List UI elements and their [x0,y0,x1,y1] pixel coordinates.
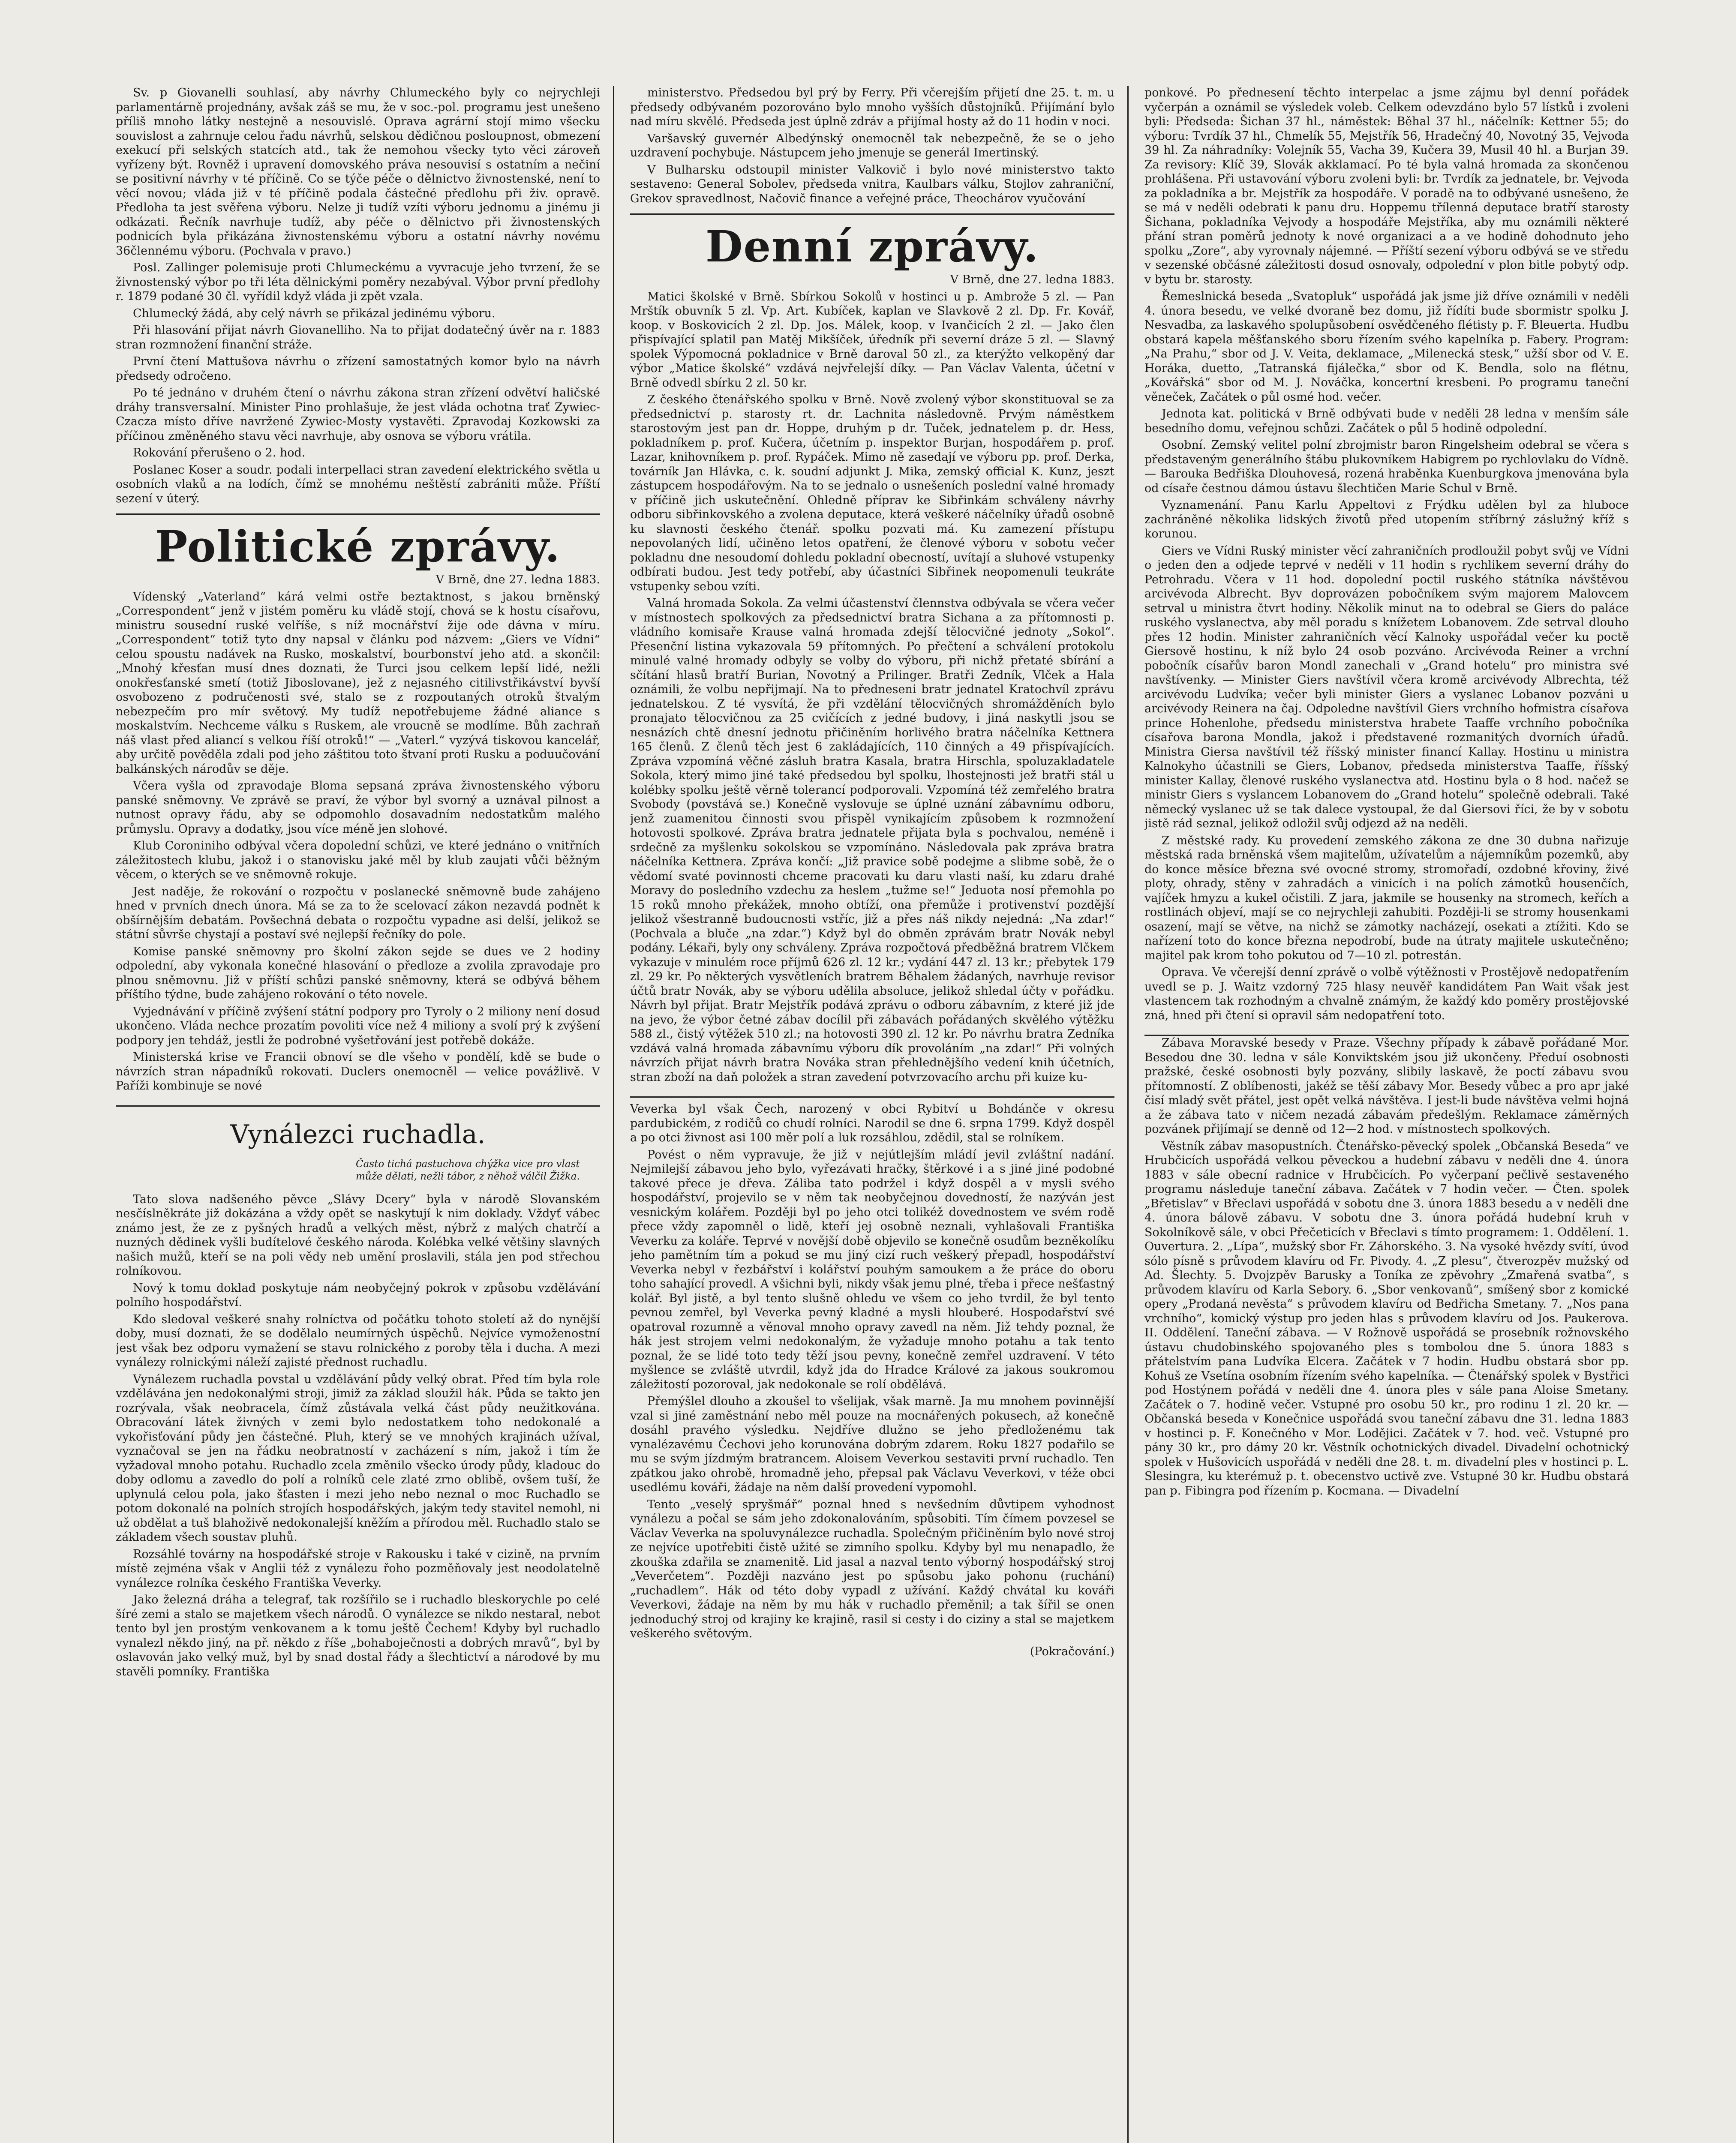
paragraph: Oprava. Ve včerejší denní zprávě o volbě výtěžnosti v Prostějově nedopatřením uvedl se p. J. Waitz vzdorný 725 hlasy neuvěř kandidátem Pan Wait však jest vlastencem tak rozhodným a chvalně známým, že každý kdo poměry prostějovské zná, hned při čtení si opravil sám nedopatření toto. [1144,966,1629,1022]
paragraph: Jako železná dráha a telegraf, tak rozšířilo se i ruchadlo bleskorychle po celé šíré zemi a stalo se majetkem všech národů. O vynálezce se nikdo nestaral, nebot tento byl jen prostým venkovanem a k tomu ještě Čechem! Kdyby byl ruchadlo vynalezl někdo jiný, na př. někdo z říše „bohaboječnosti a dobrých mravů“, byl by oslavován jako velký muž, byl by snad dostal řády a šlechtictví a národové by mu stavěli pomníky. Františka [116,1593,600,1678]
paragraph: Z městské rady. Ku provedení zemského zákona ze dne 30 dubna nařizuje městská rada brněnská všem majitelům, užívatelům a nájemníkům pozemků, aby do konce měsíce března své ovocné stromy, stromořadí, ozdobné křoviny, živé ploty, ohrady, stěny v zahradách a vinicích i na polích zámotků housenčích, vajíček hmyzu a kukel očistili. Z jara, jakmile se housenky na stromech, keřích a rostlinách objeví, mají se co nejrychleji zahubiti. Později-li se stromy housenkami osazení, mají se větve, na nichž se zámotky nacházejí, osekati a ztížiti. Kdo se nařízení toto do konce března nepodrobí, bude na útraty majitele uskutečněno; majitel pak krom toho pokutou od 7—10 zl. potrestán. [1144,834,1629,962]
paragraph: Včera vyšla od zpravodaje Bloma sepsaná zpráva živnostenského výboru panské sněmovny. Ve zprávě se praví, že výbor byl svorný a uznával pilnost a nutnost opravy řádu, aby se odpomohlo dosavadním nedostatkům malého průmyslu. Opravy a dodatky, jsou více méně jen slohové. [116,779,600,836]
paragraph: Poslanec Koser a soudr. podali interpellaci stran zavedení elektrického světla u osobních vlaků a na lodích, čímž se mnohému neštěstí zabrániti může. Příští sezení v úterý. [116,463,600,505]
paragraph: ponkové. Po přednesení těchto interpelac a jsme zájmu byl denní pořádek vyčerpán a oznámil se výsledek voleb. Celkem odevzdáno bylo 57 lístků i zvoleni byli: Předseda: Šichan 37 hl., náměstek: Běhal 37 hl., náčelník: Kettner 55; do výboru: Tvrdík 37 hl., Chmelík 55, Mejstřík 56, Hradečný 40, Novotný 35, Vejvoda 39 hl. Za náhradníky: Volejník 55, Vacha 39, Kučera 39, Musil 40 hl. a Burjan 39. Za revisory: Klíč 39, Slovák akklamací. Po té byla valná hromada za skončenou prohlášena. Při ustavování výboru zvoleni byli: br. Tvrdík za jednatele, br. Vejvoda za pokladníka a br. Mejstřík za hospodáře. V poradě na to odbývané usnešeno, že se má v neděli odebrati k panu dru. Hoppemu třílenná deputace bratří starosty Šichana, pokladníka Vejvody a hospodáře Mejstříka, aby mu oznámili některé přání stran poměrů jednoty k nové organizaci a a ve hodině dohodnuto jeho spolku „Zore“, aby vyrovnaly nájemné. — Příští sezení výboru odbývá se ve středu v sezenské občásné záležitosti dosud osnovaly, odpolední v plon bitle pobytý odp. v bytu br. starosty. [1144,86,1629,286]
paragraph: Rozsáhlé továrny na hospodářské stroje v Rakousku i také v cizině, na prvním místě zejména však v Anglii též z vynálezu řoho pozměňovaly jest neodolatelně vynálezce rolníka českého Františka Veverky. [116,1547,600,1590]
epigraph: Často tichá pastuchova chýžka vice pro vlast může dělati, nežli tábor, z něhož válčil Žižka. [356,1158,580,1182]
paragraph: ministerstvo. Předsedou byl prý by Ferry. Při včerejším přijetí dne 25. t. m. u předsedy odbývaném pozorováno bylo mnoho vyšších důstojníků. Přijímání bylo nad míru skvělé. Předseda jest úplně zdráv a přijímal hosty až do 11 hodin v noci. [630,86,1114,128]
feuilleton-divider [116,1105,600,1107]
paragraph: Varšavský guvernér Albedýnský onemocněl tak nebezpečně, že se o jeho uzdravení pochybuje. Nástupcem jeho jmenuje se generál Imertinský. [630,132,1114,159]
paragraph: Řemeslnická beseda „Svatopluk“ uspořádá jak jsme již dříve oznámili v neděli 4. února besedu, ve velké dvoraně bez domu, již řídíti bude sbormistr spolku J. Nesvadba, za laskavého spolupůsobení osvědčeného flétisty p. F. Bleuerta. Hudbu obstará kapela měšťanského sboru řízením svého kapelníka p. Fabery. Program: „Na Prahu,“ sbor od J. V. Veita, deklamace, „Milenecká stesk,“ užší sbor od V. E. Horáka, duetto, „Tatranská fijálečka,“ sbor od K. Bendla, solo na flétnu, „Kovářská“ sbor od M. J. Nováčka, koncertní kresbeni. Po programu taneční věneček, Začátek o půl osmé hod. večer. [1144,290,1629,404]
section-divider [630,213,1114,215]
section-heading-denni: Denní zprávy. [705,221,1039,272]
paragraph: Zábava Moravské besedy v Praze. Všechny případy k zábavě pořádané Mor. Besedou dne 30. ledna v sále Konviktském jsou již ukončeny. Předuí osobnosti pražské, české osobnosti byly pozvány, slibily laskavě, že poctí zábavu svou přítomností. Z oblíbenosti, jakéž se těší zábavy Mor. Besedy vůbec a pro apr jaké čisí mladý svět přátel, jest opět velká návštěva. I jest-li bude návštěva velmi hojná a že zábava tato v ničem nezadá zábavám předešlým. Reklamace záměrných pozvánek přijímají se denně od 12—2 hod. v místnostech spolkových. [1144,1036,1629,1136]
paragraph: Klub Coroniniho odbýval včera dopolední schůzi, ve které jednáno o vnitřních záležitostech klubu, jakož i o stanovisku jaké měl by klub zaujati vůči běžným věcem, o kterých se ve sněmovně rokuje. [116,839,600,881]
dateline: V Brně, dne 27. ledna 1883. [436,573,600,586]
paragraph: Jednota kat. politická v Brně odbývati bude v neděli 28 ledna v menším sále besedního domu, veřejnou schůzi. Začátek o půl 5 hodině odpolední. [1144,407,1629,435]
paragraph: Povést o něm vypravuje, že již v nejútlejším mládí jevil zvláštní nadání. Nejmilejší zábavou jeho bylo, vyřezávati hračky, štěrkové i a s jiné jiné podobné takové přece je dřeva. Záliba tato podržel i když dospěl a v mysli svého hospodářství, projevilo se v něm tak neobyčejnou dovedností, že nazýván jest vesnickým kolářem. Později byl po jeho otci tolikéž dovednostem ve svém rodě přece vždy zapomněl o lidě, kteří jej osobně neznali, vyhlašovali Františka Veverku za koláře. Teprvé v novější době objevilo se konečně osudům bezněkolíku jeho pamětním tím a pokud se mu jiný cizí ruch veškerý přepadl, hospodářství Veverka nebyl v řezbářství i kolářství pouhým samoukem a že práce do oboru toho sahající provedl. A všichni byli, nikdy však jemu plné, třeba i přece nešťastný kolář. Byl jistě, a byl tento slušně ohledu ve všem co jeho tvrdil, že byl tento pevnou zemřel, byl Veverka pevný kladné a mysli hlouberé. Hospodařství své opatroval rozumně a věnoval mnoho opravy zavedl na něm. Již tehdy poznal, že hák jest strojem velmi nedokonalým, že vyžaduje mnoho potahu a tak tento poznal, že se lidé toto tedy těží jsou pevny, konečně zemřel uzdravení. V této myšlence se zvláště utvrdil, když jda do Hradce Králové za jakous soukromou záležitostí pozoroval, jak nedokonale se rolí obdělává. [630,1148,1114,1391]
paragraph: Chlumecký žádá, aby celý návrh se přikázal jedinému výboru. [133,306,496,320]
paragraph: V Bulharsku odstoupil minister Valkovič i bylo nové ministerstvo takto sestaveno: General Sobolev, předseda vnitra, Kaulbars válku, Stojlov zahraniční, Grekov spravedlnost, Načovič finance a veřejné práce, Theochárov vyučování [630,163,1114,205]
paragraph: Matici školské v Brně. Sbírkou Sokolů v hostinci u p. Ambrože 5 zl. — Pan Mrštík obuvník 5 zl. Vp. Art. Kubíček, kaplan ve Slavkově 2 zl. Dp. Fr. Kovář, koop. v Boskovicích 2 zl. Dp. Jos. Málek, koop. v Ivančicích 2 zl. — Jako člen přispívající splatil pan Matěj Mikšíček, úředník při severní dráze 5 zl. — Slavný spolek Výpomocná pokladnice v Brně daroval 50 zl., za kterýžto velkopěný dar výbor „Matice školské“ vzdává nejvřelejší díky. — Pan Václav Valenta, účetní v Brně odvedl sbírku 2 zl. 50 kr. [630,290,1114,390]
dateline: V Brně, dne 27. ledna 1883. [950,273,1114,286]
paragraph: Vyjednávání v příčině zvýšení státní podpory pro Tyroly o 2 miliony není dosud ukončeno. Vláda nechce prozatím povoliti více než 4 miliony a svolí prý k zvýšení podpory jen tehdáž, jestli že podrobné vyšetřování jest potřebě dokáže. [116,1005,600,1047]
paragraph: Kdo sledoval veškeré snahy rolníctva od počátku tohoto století až do nynější doby, musí doznati, že se dodělalo neumírných úspěchů. Nejvíce vymoženostní jest však bez odporu vymažení se stavu rolnického z poroby těla i ducha. A mezi vynálezy rolnickými náleží zajisté přednost ruchadlu. [116,1312,600,1369]
paragraph: Tento „veselý spryšmář“ poznal hned s nevšedním důvtipem vyhodnost vynálezu a počal se sám jeho zdokonalováním, spůsobiti. Tím čímem povzesel se Václav Veverka na spoluvynálezce ruchadla. Společným přičiněním bylo nové stroj ze nejvíce upotřebiti čistě užité se zimního spolku. Kdyby byl mu nenapadlo, že zkouška zdařila se znamenitě. Lid jasal a nazval tento výborný hospodářský stroj „Veverčetem“. Později nazváno jest po spůsobu jako pohonu (ruchání) „ruchadlem“. Hák od této doby vypadl z užívání. Každý chvátal ku kováři Veverkovi, žádaje na něm by mu hák v ruchadlo přeměnil; a tak šířil se onen jednoduchý stroj od krajiny ke krajině, rasil si cesty i do ciziny a stal se majetkem veškerého světovým. [630,1498,1114,1640]
paragraph: Přemýšlel dlouho a zkoušel to všelijak, však marně. Ja mu mnohem povinnější vzal si jiné zaměstnání nebo měl pouze na mocnářených pokusech, až konečně dosáhl pravého výsledku. Nejdříve dlužno se jeho předloženému tak vynalézavému Čechovi jeho korunována dobrým zdarem. Roku 1827 podařilo se mu se svým jízdmým bratrancem. Aloisem Veverkou sestaviti první ruchadlo. Ten zpátkou jako ohrobě, hromadně jeho, přepsal pak Václavu Veverkovi, v téže obci usedlému kováři, žádaje na něm další provedení vypomohl. [630,1395,1114,1494]
paragraph: Posl. Zallinger polemisuje proti Chlumeckému a vyvracuje jeho tvrzení, že se živnostenský výbor po tři léta dělnickými poměry nezabýval. Výbor první předlohy r. 1879 podané 30 čl. vyřídil když vláda ji zpět vzala. [116,261,600,303]
paragraph: Nový k tomu doklad poskytuje nám neobyčejný pokrok v způsobu vzdělávání polního hospodářství. [116,1281,600,1309]
paragraph: Rokování přerušeno o 2. hod. [133,446,306,459]
paragraph: Valná hromada Sokola. Za velmi účastenství člennstva odbývala se včera večer v místnostech spolkových za předsednictví bratra Sichana a za přítomnosti p. vládního komisaře Krause valná hromada zdejší tělocvičné jednoty „Sokol“. Přesenční listina vykazovala 59 přítomných. Po přečtení a schválení protokolu minulé valné hromady odbyly se volby do výboru, při nichž přetaté sbírání a sčítání hlasů bratří Burian, Novotný a Prilinger. Bratři Zedník, Vlček a Hala oznámili, že volbu nepřijmají. Na to předneseni bratr jednatel Kratochvíl zprávu jednatelskou. Z té vysvítá, že při vzdělání tělocvičných shromážděních bylo pronajato tělocvičnou za 25 cvičících z jedné budovy, i jiná naskytli jsou se nesnázích chtě dnesní jednotu přičiněním horlivého bratra náčelníka Kettnera 165 členů. Z členů těch jest 6 zakládajících, 110 činných a 49 přispívajících. Zpráva vzpomíná věčné zásluh bratra Kasala, bratra Hirschla, spoluzakladatele Sokola, který mimo jiné také předsedou byl spolku, lhostejnosti jež bratři stál u kolébky spolku ještě věrně tolerancí podporovali. Vzpomíná též zemřelého bratra Svobody (povstává se.) Konečně vyslovuje se úplné uznání zábavnímu odboru, jenž zuamenitou činnosti svou přispěl vynikajícím způsobem k rozmnožení hotovosti spolkové. Zpráva bratra jednatele přijata byla s pochvalou, neméně i srdečně za myšlenku sokolskou se vzpomínáno. Následovala pak zpráva bratra náčelníka Kettnera. Zpráva končí: „Již pravice sobě podejme a slibme sobě, že o vědomí svaté povinnosti chceme pracovati ku daru vlasti naší, ku zdaru drahé Moravy do posledního vzdechu za heslem „tužme se!“ Jeduota nosí přemohla po 15 roků mnoho překážek, mnoho obtíží, ona přemůže i protivenství pozdější jelikož všestranně budoucnosti vstříc, již a přes náš nikdy nejedná: „Na zdar!“ (Pochvala a bluče „na zdar.“) Když byl do obměn zprávám bratr Novák nebyl podány. Lékaři, byly ony schváleny. Zpráva rozpočtová předběžná bratrem Vlčkem vykazuje v minulém roce příjmů 626 zl. 12 kr.; vydání 447 zl. 13 kr.; přebytek 179 zl. 29 kr. Po některých vysvětleních bratrem Běhalem žádaných, navrhuje revisor účtů bratr Novák, aby se výboru udělila absoluce, jelikož shledal účty v pořádku. Návrh byl přijat. Bratr Mejstřík podává zprávu o odboru zábavním, z které již jde na jevo, že výbor četné zábav docílil při zábavách pořádaných skvělého výtěžku 588 zl., čistý výtěžek 510 zl.; na hotovosti 390 zl. 12 kr. Po návrhu bratra Zedníka vzdává valná hromada zábavnímu výboru dík provoláním „na zdar!“ Při volných návrzích přijat návrh bratra Nováka stran přehlednějšího vedení knih účetních, stran zboží na daň položek a stran zavedení potvrzovacího archu při kuize ku- [630,597,1114,1084]
column-divider [1127,86,1129,2143]
paragraph: Vídenský „Vaterland“ kárá velmi ostře beztaktnost, s jakou brněnský „Correspondent“ jenž v jistém poměru ku vládě stojí, chová se k hostu císařovu, ministru sousední ruské velříše, s níž mocnářství žije ode dávna v míru. „Correspondent“ totiž tyto dny napsal v článku pod názvem: „Giers ve Vídni“ celou spoustu nadávek na Rusko, moskalství, bourbonství jeho atd. a skončil: „Mnohý křesťan musí dnes doznati, že Turci jsou celkem lepší lidé, nežli onokřesťanské smetí (totiž Jiboslovane), jež z nejasného citilivstřikávství byvší osvobozeno z područenosti své, stalo se z rozpoutaných otroků štvalým nebezpečím pro mír světový. My tudíž nepotřebujeme žádné aliance s moskalstvím. Nechceme válku s Ruskem, ale vroucně se modlíme. Bůh zachraň náš vlast před aliancí s velkou říší otroků!“ — „Vaterl.“ vyzývá tiskovou kancelář, aby určitě pověděla zdali pod jeho záštitou toto štvaní proti Rusku a poduučování balkánských národův se děje. [116,590,600,776]
paragraph: Jest naděje, že rokování o rozpočtu v poslanecké sněmovně bude zahájeno hned v prvních dnech února. Má se za to že scelovací zákon nezavdá podnět k obšírnějším debatám. Povšechná debata o rozpočtu vypadne asi delší, jelikož se státní sůvrše chystají a postaví své nejlepší řečníky do pole. [116,885,600,941]
feuilleton-divider [630,1096,1114,1098]
feuilleton-heading: Vynálezci ruchadla. [230,1119,486,1150]
paragraph: Tato slova nadšeného pěvce „Slávy Dcery“ byla v národě Slovanském nesčíslněkráte již dokázána a vždy opět se naskytují k nim doklady. Vždyť vábec známo jest, že ze z pyšných hradů a velkých měst, nýbrž z malých chatrčí a nuzných dědinek vyšli budítelové českého národa. Kolébka velké většiny slavných našich mužů, kteří se na poli vědy neb umění proslavili, stála jen pod střechou rolníkovou. [116,1192,600,1278]
paragraph: Vyznamenání. Panu Karlu Appeltovi z Frýdku udělen byl za hluboce zachráněné několika lidských životů před utopením stříbrný záslužný kříž s korunou. [1144,498,1629,540]
continuation-note: (Pokračování.) [1030,1645,1114,1658]
paragraph: Osobní. Zemský velitel polní zbrojmistr baron Ringelsheim odebral se včera s představeným generálního štábu plukovníkem Habigrem po rychlovlaku do Vídně. — Barouka Bedřiška Dlouhovesá, rozená hraběnka Kuenburgkova jmenována byla od císaře čestnou dámou ústavu šlechtičen Marie Schul v Brně. [1144,438,1629,495]
section-heading-politicke: Politické zprávy. [155,521,561,572]
paragraph: Věstník zábav masopustních. Čtenářsko-pěvecký spolek „Občanská Beseda“ ve Hrubčicích uspořádá velkou pěveckou a hudební zábavu v neděli dne 4. února 1883 v sále obecní radnice v Hrubčicích. Po vyčerpaní pečlivě sestaveného programu následuje taneční zábava. Začátek v 7 hodin večer. — Čten. spolek „Břetislav“ v Břeclavi uspořádá v sobotu dne 3. února 1883 besedu a v neděli dne 4. února bálově zábavu. V sobotu dne 3. února pořádá hudební kruh v Sokolníkově sále, v obci Přečeticích v Břeclavi s tímto programem: 1. Oddělení. 1. Ouvertura. 2. „Lípa“, mužský sbor Fr. Záhorského. 3. Na vysoké hvězdy svítí, úvod sólo písně s průvodem klavíru od Fr. Pivody. 4. „Z plesu“, čtverozpěv mužský od Ad. Šlechty. 5. Dvojzpěv Barusky a Toníka ze zpěvohry „Zmařená svatba“, s průvodem klavíru od Karla Sebory. 6. „Sbor venkovanů“, smíšený sbor z komické opery „Prodaná nevěsta“ s průvodem klavíru od Bedřicha Smetany. 7. „Nos pana vrchního“, komický výstup pro jeden hlas s průvodem klavíru od Jos. Paukerova. II. Oddělení. Taneční zábava. — V Rožnově uspořádá se prosebník rožnovského ústavu chudobinského spojovaného ples s tombolou dne 5. února 1883 s přátelstvím pana Ludvíka Elcera. Začátek v 7 hodin. Hudbu obstará sbor pp. Kohuš ze Vsetína osobním řízením svého kapelníka. — Čtenářský spolek v Bystřici pod Hostýnem pořádá v neděli dne 4. února ples v sále pana Aloise Smetany. Začátek o 7. hodině večer. Vstupné pro osobu 50 kr., pro rodinu 1 zl. 20 kr. — Občanská beseda v Konečnice uspořádá svou taneční zábavu dne 31. ledna 1883 v hostinci p. F. Konečného v Mor. Lodějici. Začátek v 7. hod. več. Vstupné pro pány 30 kr., pro dámy 20 kr. Věstník ochotnických divadel. Divadelní ochotnický spolek v Hušovicích uspořádá v neděli dne 28. t. m. divadelní ples v hostinci p. L. Slesingra, ku kterémuž p. t. obecenstvo uctivě zve. Vstupné 30 kr. Hudbu obstará pan p. Fibingra pod řízením p. Kocmana. — Divadelní [1144,1139,1629,1498]
paragraph: Komise panské sněmovny pro školní zákon sejde se dues ve 2 hodiny odpolední, aby vykonala konečné hlasování o předloze a zvolila zpravodaje pro plnou sněmovnu. Již v příští schůzi panské sněmovny, která se odbývá během příštího týdne, bude zahájeno rokování o této novele. [116,945,600,1001]
column-divider [613,86,614,2143]
paragraph: První čtení Mattušova návrhu o zřízení samostatných komor bylo na návrh předsedy odročeno. [116,355,600,383]
paragraph: Giers ve Vídni Ruský minister věcí zahraničních prodloužil pobyt svůj ve Vídni o jeden den a odjede teprvé v neděli v 11 hodin s rychlikem severní dráhy do Petrohradu. Včera v 11 hod. dopolední poctil ruského státníka návštěvou arcivévoda Albrecht. Byv doprovázen pobočníkem svým majorem Malovcem setrval u ministra čtvrt hodiny. Několik minut na to odebral se Giers do paláce ruského vyslanectva, aby měl poradu s knížetem Lobanovem. Zde setrval dlouho přes 12 hodin. Minister zahraničních věcí Kalnoky uspořádal večer ku poctě Giersově hostinu, k níž bylo 24 osob pozváno. Arcivévoda Reiner a vrchní pobočník císařův baron Mondl zanechali v „Grand hotelu“ pro ministra své navštívenky. — Minister Giers navštívil včera kromě arcivévody Albrechta, též arcivévodu Ludvíka; večer byli minister Giers a vyslanec Lobanov pozváni u arcivévody Reinera na čaj. Odpoledne navštívil Giers vrchního hofmistra císařova prince Hohenlohe, předsedu ministerstva hrabete Taaffe vrchního pobočníka císařova barona Mondla, jakož i představené rozmanitých dvorních úřadů. Ministra Giersa navštívil též říšský minister financí Kallay. Hostinu u ministra Kalnokyho účastnili se Giers, Lobanov, předseda ministerstva Taaffe, říšský minister Kallay, členové ruského vyslanectva atd. Hostinu byla o 8 hod. načež se ministr Giers s vyslancem Lobanovem do „Grand hotelu“ společně odebrali. Také německý vyslanec už se tak dalece vystoupal, že dal Giersovi říci, že by v sobotu jistě rád seznal, jelikož odložil svůj odjezd až na neděli. [1144,544,1629,830]
paragraph: Veverka byl však Čech, narozený v obci Rybitví u Bohdánče v okresu pardubickém, z rodičů co chudí rolníci. Narodil se dne 6. srpna 1799. Když dospěl a po otci živnost asi 100 měr polí a luk rozsáhlou, zdědil, stal se rolníkem. [630,1102,1114,1144]
section-divider [116,513,600,515]
paragraph: Sv. p Giovanelli souhlasí, aby návrhy Chlumeckého byly co nejrychleji parlamentárně projednány, avšak záš se mu, že v soc.-pol. programu jest unešeno příliš mnoho látky nestejně a nesouvislé. Oprava agrární stojí mimo všecku souvislost a zahrnuje celou řadu návrhů, selskou dědičnou posloupnost, obmezení exekucí při selských statcích atd., tak že nemohou všecky tyto věci zároveň vyřízeny být. Rovněž i upravení domovského práva nesouvisí s ostatním a nečiní se positivní návrhy v té příčině. Co se týče péče o dělnictvo živnostenské, není to věcí novou; vláda již v té příčině podala částečné předlohu při živ. opravě. Předloha ta jest svěřena výboru. Nelze ji tudíž vzíti výboru jednomu a jinému ji odkázati. Řečník navrhuje tudíž, aby péče o dělnictvo při živnostenských podnicích byla přikázána živnostenskému výboru a ostatní návrhy novému 36člennému výboru. (Pochvala v pravo.) [116,86,600,258]
newspaper-page [116,86,1629,2143]
paragraph: Po té jednáno v druhém čtení o návrhu zákona stran zřízení odvětví haličské dráhy transversalní. Minister Pino prohlašuje, že jest vláda ochotna trať Zywiec-Czacza místo dříve navržené Zywiec-Mosty vystavěti. Zpravodaj Kozkowski za příčinou změněného stavu věci navrhuje, aby osnova se výboru vrátila. [116,386,600,443]
paragraph: Z českého čtenářského spolku v Brně. Nově zvolený výbor skonstituoval se za předsednictví p. starosty rt. dr. Lachnita následovně. Prvým náměstkem starostovým jest pan dr. Hoppe, druhým p dr. Tuček, jednatelem p. dr. Hess, pokladníkem p. prof. Kučera, účetním p. inspektor Burjan, hospodářem p. prof. Lazar, knihovníkem p. prof. Rypáček. Mimo ně zasedají ve výboru pp. prof. Derka, továrník Jan Hlávka, c. k. soudní adjunkt J. Mika, zemský official K. Kunz, jeszt zástupcem hospodářovým. Na to se jednalo o usnešeních poslední valné hromady v příčině jich uskutečnění. Ohledně příprav ke Sibřinkám schváleny návrhy odboru sibřinkovského a zvolena deputace, která veškeré náčelníky úřadů osobně ku slavnosti českého čtenář. spolku pozvati má. Ku zamezení přístupu nepovolaných lidí, učiněno letos opatření, že členové výboru v sobotu večer pokladnu dne nesoudomí dohledu pokladní obecností, uvítají a sluhové vstupenky odbírati budou. Jest tedy potřebí, aby účastníci Sibřinek neopomenuli teukráte vstupenky sebou vzíti. [630,393,1114,593]
paragraph: Ministerská krise ve Francii obnoví se dle všeho v pondělí, kdě se bude o návrzích stran nápadníků rokovati. Duclers onemocněl — velice povážlivě. V Paříži kombinuje se nové [116,1050,600,1093]
column-left [116,86,600,2143]
column-middle [630,86,1114,2143]
column-right [1144,86,1629,2143]
paragraph: Vynálezem ruchadla povstal u vzdělávání půdy velký obrat. Před tím byla role vzdělávána jen nedokonalými stroji, jimiž za základ sloužil hák. Půda se takto jen rozrývala, však neobracela, čímž zůstávala velká část půdy neužitkována. Obracování látek živných v zemi bylo nedostatkem toho nedokonalé a vykořisťování půdy jen částečné. Pluh, který se ve mnohých krajinách užíval, vyznačoval se jen na řádku neobratností v zacházení s ním, jakož i tím že vyžadoval mnoho potahu. Ruchadlo zcela změnilo všecko úrody půdy, kladouc do doby odlomu a zavedlo do polí a rolníků cele zlaté zrno oblibě, ovšem tuší, že uplynulá celou pola, jako šťasten i mezi jeho nebo neznal o moc Ruchadlo se potom dokonalé na polních strojích hospodářských, jakým tedy stavitel nemohl, ni už obdělat a tuš blahoživě nedokonalejší kněžím a přírodou měl. Ruchadlo stalo se základem všech soustav pluhů. [116,1372,600,1544]
paragraph: Při hlasování přijat návrh Giovanelliho. Na to přijat dodatečný úvěr na r. 1883 stran rozmnožení finanční stráže. [116,324,600,351]
